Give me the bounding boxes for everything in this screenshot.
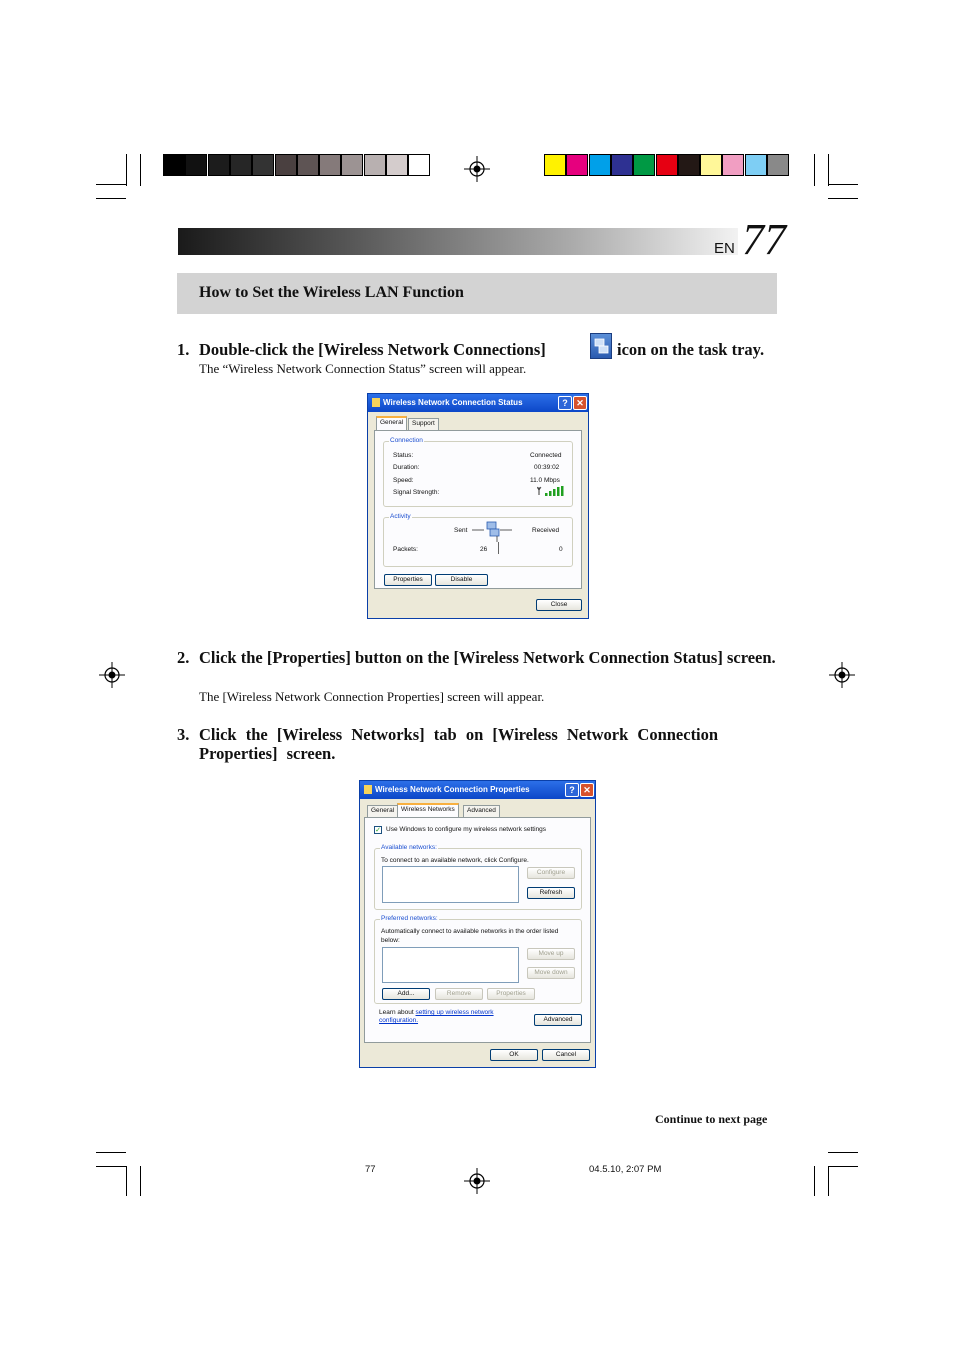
duration-value: 00:39:02 [534,464,560,471]
use-windows-checkbox[interactable]: ✓ [375,827,381,834]
color-swatch [722,154,744,176]
signal-strength-icon [537,486,567,496]
ok-button[interactable]: OK [490,1049,538,1061]
language-label: EN [714,240,735,257]
crop-mark [814,1166,815,1196]
activity-group [383,513,573,567]
move-up-button[interactable]: Move up [527,948,575,960]
crop-mark [140,154,141,186]
available-description: To connect to an available network, click Configure. [381,857,529,864]
color-swatch [208,154,230,176]
wireless-networks-panel [364,817,591,1043]
crop-mark [96,198,126,199]
learn-about-link[interactable]: configuration. [379,1017,419,1024]
step-text: Click the [Wireless Networks] tab on [Wireless Network Connection Properties] screen. [199,725,719,763]
tab-general[interactable]: General [376,416,407,430]
color-swatch [341,154,363,176]
window-title: Wireless Network Connection Status [383,398,523,407]
footer-page-label: 77 [365,1164,376,1175]
color-swatch [745,154,767,176]
close-icon[interactable]: ✕ [580,783,594,797]
crop-mark [96,1166,126,1167]
color-swatch [633,154,655,176]
color-swatch [700,154,722,176]
duration-label: Duration: [393,464,420,471]
color-swatch [275,154,297,176]
status-panel [374,430,582,589]
status-value: Connected [530,452,562,459]
section-title: How to Set the Wireless LAN Function [199,284,464,301]
step-text-end: icon on the task tray. [617,340,765,359]
packets-received-value: 0 [559,546,563,553]
step-number: 1. [177,340,190,359]
color-swatch [656,154,678,176]
properties-window-titlebar [360,781,595,799]
crop-mark [828,1166,829,1196]
color-swatch [230,154,252,176]
properties-button[interactable]: Properties [487,988,535,1000]
properties-button[interactable]: Properties [384,574,432,586]
preferred-networks-label: Preferred networks: [381,915,438,922]
step-description: The [Wireless Network Connection Properties] screen will appear. [199,689,545,704]
preferred-networks-list[interactable] [382,947,519,983]
available-networks-list[interactable] [382,866,519,903]
crop-mark [828,198,858,199]
preferred-description: Automatically connect to available networks in the order listed [381,928,559,935]
refresh-button[interactable]: Refresh [527,887,575,899]
status-window [367,393,589,619]
add-button[interactable]: Add... [382,988,430,1000]
cancel-button[interactable]: Cancel [542,1049,590,1061]
crop-mark [828,1152,858,1153]
remove-button[interactable]: Remove [435,988,483,1000]
color-swatch [544,154,566,176]
close-icon[interactable]: ✕ [573,396,587,410]
color-swatch [408,154,430,176]
signal-strength-label: Signal Strength: [393,489,440,496]
color-swatch [386,154,408,176]
window-title: Wireless Network Connection Properties [375,785,530,794]
properties-window [359,780,596,1068]
crop-mark [126,1166,127,1196]
move-down-button[interactable]: Move down [527,967,575,979]
step-text: Double-click the [Wireless Network Connections] [199,340,546,359]
divider [498,542,499,554]
color-swatch [566,154,588,176]
continue-to-next-page: Continue to next page [655,1112,768,1126]
crop-mark [96,1152,126,1153]
registration-mark-icon [464,1168,490,1194]
section-header [177,273,777,314]
footer-timestamp: 04.5.10, 2:07 PM [589,1164,662,1175]
preferred-description: below: [381,937,400,944]
activity-label: Activity [390,513,411,520]
status-window-titlebar [368,394,588,412]
crop-mark [828,184,858,185]
header-gradient-bar [178,228,738,255]
step-text: Click the [Properties] button on the [Wireless Network Connection Status] screen. [199,648,776,667]
registration-mark-icon [99,662,125,688]
help-button[interactable]: ? [565,783,579,797]
step-description: The “Wireless Network Connection Status” screen will appear. [199,361,527,376]
sent-label: Sent [454,527,468,534]
registration-mark-icon [464,156,490,182]
packets-sent-value: 26 [480,546,488,553]
color-swatch [297,154,319,176]
registration-mark-icon [829,662,855,688]
wireless-icon [364,785,372,794]
color-swatch [163,154,185,176]
crop-mark [140,1166,141,1196]
preferred-networks-group [374,915,582,1004]
configure-button[interactable]: Configure [527,867,575,879]
color-swatch [252,154,274,176]
connection-group [383,437,573,507]
crop-mark [828,1166,858,1167]
connection-label: Connection [390,437,423,444]
network-activity-icon [472,520,512,542]
learn-about-prefix: Learn about [379,1009,414,1016]
crop-mark [96,184,126,185]
wireless-network-tray-icon [590,333,612,359]
tab-general[interactable]: General [367,805,398,817]
packets-label: Packets: [393,546,418,553]
tab-support[interactable]: Support [408,418,439,430]
close-button[interactable]: Close [536,599,582,611]
use-windows-label: Use Windows to configure my wireless network settings [386,826,547,833]
color-swatch [185,154,207,176]
color-swatch [678,154,700,176]
speed-value: 11.0 Mbps [530,477,560,484]
status-label: Status: [393,452,414,459]
tab-advanced[interactable]: Advanced [463,805,500,817]
crop-mark [814,154,815,186]
received-label: Received [532,527,560,534]
advanced-button[interactable]: Advanced [534,1014,582,1026]
color-swatch [364,154,386,176]
color-swatch [767,154,789,176]
page-number: 77 [742,215,786,264]
crop-mark [828,154,829,186]
speed-label: Speed: [393,477,414,484]
available-networks-group [374,844,582,910]
available-networks-label: Available networks: [381,844,437,851]
color-swatch [589,154,611,176]
wireless-icon [372,398,380,407]
step-number: 2. [177,648,190,667]
learn-about-link[interactable]: setting up wireless network [415,1009,494,1016]
crop-mark [126,154,127,186]
learn-about-text [379,1009,494,1016]
color-swatch [319,154,341,176]
color-swatch [611,154,633,176]
disable-button[interactable]: Disable [435,574,488,586]
step-number: 3. [177,725,190,744]
tab-wireless-networks[interactable]: Wireless Networks [397,803,459,817]
help-button[interactable]: ? [558,396,572,410]
